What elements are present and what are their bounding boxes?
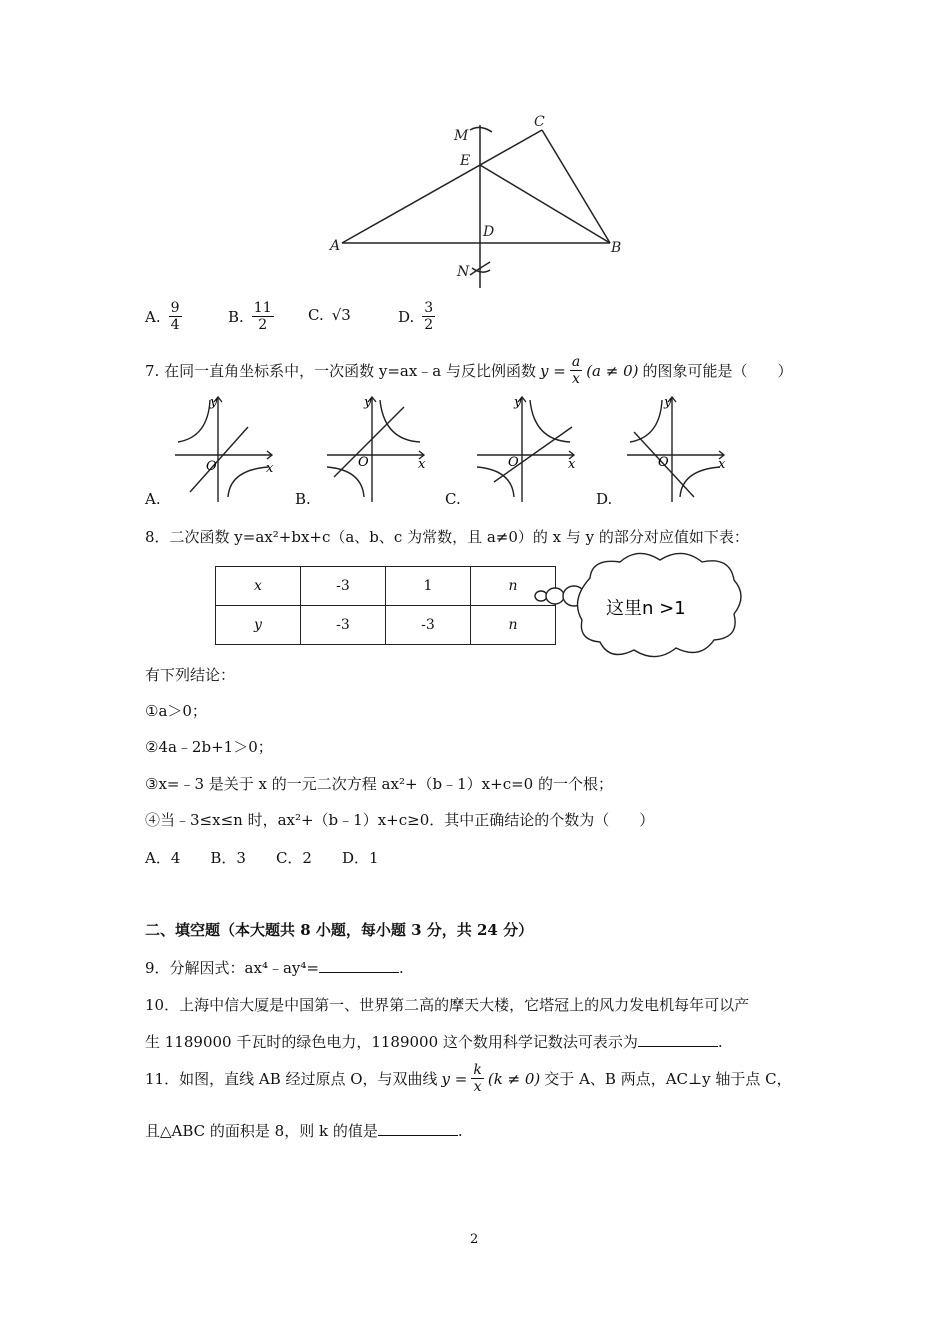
label-a: A bbox=[330, 238, 341, 254]
q7-option-c: C. bbox=[445, 490, 461, 508]
segment-eb bbox=[480, 165, 610, 243]
svg-text:x: x bbox=[418, 457, 426, 472]
origin-label: O bbox=[206, 459, 217, 474]
svg-text:x: x bbox=[718, 457, 726, 472]
q9: 9．分解因式：ax⁴﹣ay⁴= . bbox=[145, 959, 404, 977]
conclusion-1: ①a＞0； bbox=[145, 702, 207, 720]
svg-text:O: O bbox=[358, 455, 369, 470]
label-c: C bbox=[534, 114, 545, 130]
conclusion-3: ③x=﹣3 是关于 x 的一元二次方程 ax²+（b﹣1）x+c=0 的一个根； bbox=[145, 775, 613, 793]
label-e: E bbox=[460, 153, 471, 169]
table-cell: n bbox=[471, 606, 556, 645]
svg-text:x: x bbox=[568, 457, 576, 472]
svg-text:y: y bbox=[664, 395, 672, 410]
axis-x-label: x bbox=[266, 461, 274, 476]
conclusion-4: ④当﹣3≤x≤n 时，ax²+（b﹣1）x+c≥0．其中正确结论的个数为（ ） bbox=[145, 811, 655, 829]
conclusion-2: ②4a﹣2b+1＞0； bbox=[145, 738, 273, 756]
table-row bbox=[216, 606, 556, 645]
q7-option-d: D. bbox=[596, 490, 613, 508]
page-number: 2 bbox=[470, 1232, 479, 1247]
q6-option-c: C. √3 bbox=[308, 306, 351, 324]
thought-cloud bbox=[530, 548, 748, 670]
label-n: N bbox=[457, 264, 470, 280]
svg-text:O: O bbox=[658, 455, 669, 470]
table-cell: 1 bbox=[386, 567, 471, 606]
answer-blank[interactable] bbox=[319, 958, 399, 973]
q7-option-b: B. bbox=[295, 490, 311, 508]
q11-line2: 且△ABC 的面积是 8，则 k 的值是 . bbox=[145, 1122, 463, 1140]
q8-stem: 8．二次函数 y=ax²+bx+c（a、b、c 为常数，且 a≠0）的 x 与 y 的部分对应值如下表： bbox=[145, 528, 749, 546]
label-m: M bbox=[454, 128, 469, 144]
table-cell: n bbox=[471, 567, 556, 606]
segment-cb bbox=[542, 130, 610, 243]
segment-ac bbox=[342, 130, 542, 243]
table-cell: x bbox=[216, 567, 301, 606]
q11-line1: 11．如图，直线 AB 经过原点 O，与双曲线 y = $\frac{k}{x}$ (k ≠ 0) 交于 A、B 两点，AC⊥y 轴于点 C， bbox=[145, 1062, 792, 1095]
cloud-text: 这里n >1 bbox=[606, 598, 686, 619]
q6-option-d: D. $\frac{3}{2}$ bbox=[398, 300, 434, 333]
section-title: 二、填空题（本大题共 8 小题，每小题 3 分，共 24 分） bbox=[145, 921, 534, 939]
q7-graph-d bbox=[622, 392, 732, 502]
q6-option-b: B. $\frac{11}{2}$ bbox=[228, 300, 272, 333]
q10-line1: 10．上海中信大厦是中国第一、世界第二高的摩天大楼，它塔冠上的风力发电机每年可以产 bbox=[145, 996, 750, 1014]
table-cell: -3 bbox=[301, 606, 386, 645]
table-cell: y bbox=[216, 606, 301, 645]
q7-option-a: A. bbox=[145, 490, 161, 508]
q8-value-table bbox=[215, 566, 556, 645]
arc-m bbox=[470, 127, 492, 132]
q10-line2: 生 1189000 千瓦时的绿色电力，1189000 这个数用科学记数法可表示为 . bbox=[145, 1033, 723, 1051]
table-cell: -3 bbox=[386, 606, 471, 645]
q7-graph-a bbox=[170, 392, 280, 502]
axis-y-label: y bbox=[210, 395, 218, 410]
answer-blank[interactable] bbox=[378, 1121, 458, 1136]
svg-text:y: y bbox=[364, 395, 372, 410]
q7-graph-c bbox=[472, 392, 582, 502]
q7-stem: 7. 在同一直角坐标系中，一次函数 y=ax﹣a 与反比例函数 y = $\frac{a}{x}$ (a ≠ 0) 的图象可能是（ ） bbox=[145, 354, 793, 387]
table-row bbox=[216, 567, 556, 606]
triangle-figure bbox=[320, 110, 640, 295]
label-d: D bbox=[483, 224, 495, 240]
label-b: B bbox=[611, 240, 622, 256]
q6-option-a: A. $\frac{9}{4}$ bbox=[145, 300, 180, 333]
conclusions-intro: 有下列结论： bbox=[145, 666, 236, 684]
table-cell: -3 bbox=[301, 567, 386, 606]
q7-graph-b bbox=[322, 392, 432, 502]
svg-text:O: O bbox=[508, 455, 519, 470]
svg-text:y: y bbox=[514, 395, 522, 410]
q8-options: A．4 B．3 C．2 D．1 bbox=[145, 849, 379, 867]
answer-blank[interactable] bbox=[638, 1032, 718, 1047]
